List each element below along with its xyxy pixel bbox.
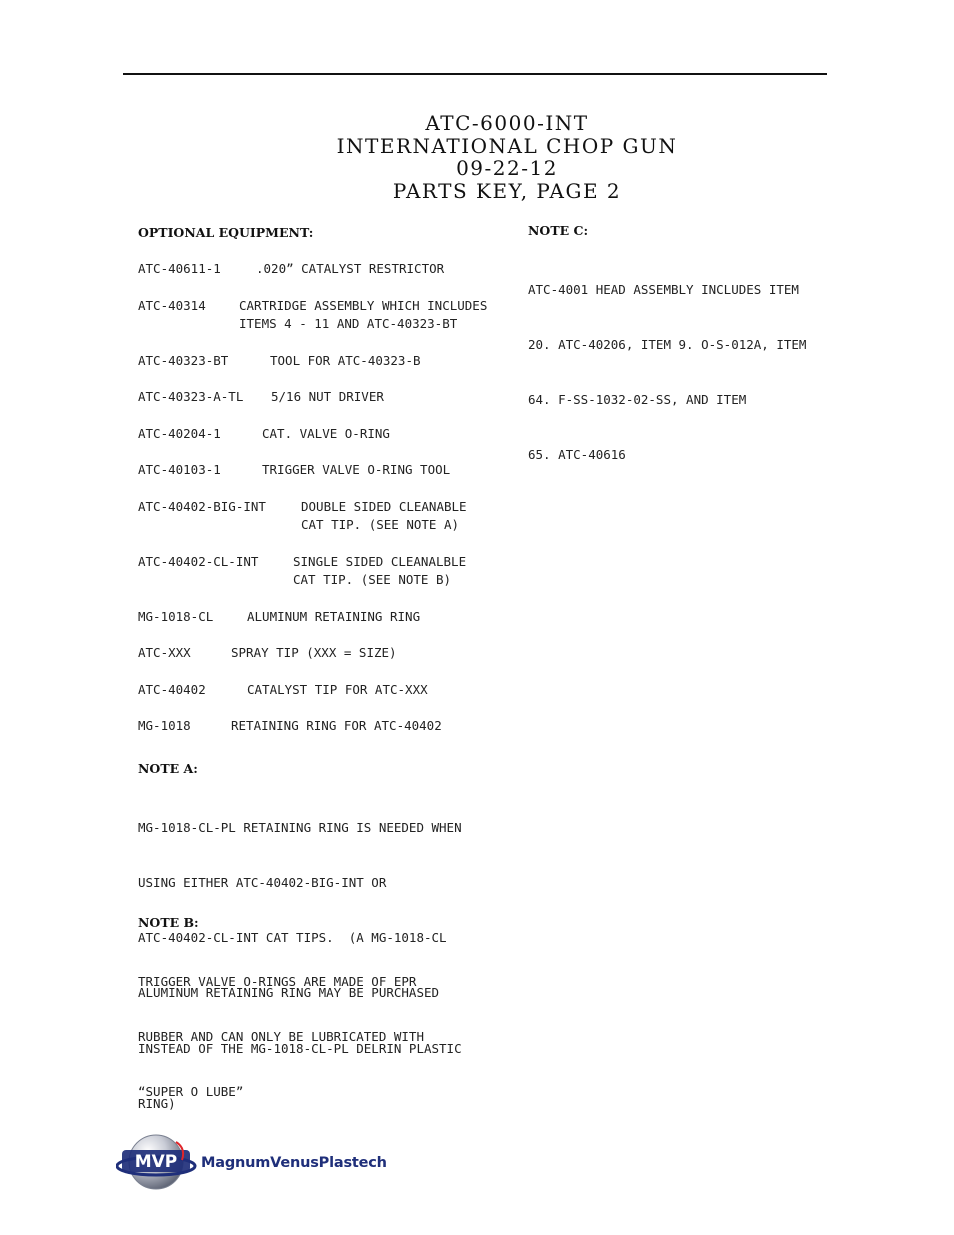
part-number: ATC-40611-1 — [138, 261, 221, 276]
logo-wordmark: MagnumVenusPlastech — [201, 1155, 387, 1171]
part-number: ATC-40323-A-TL — [138, 389, 244, 404]
header-rule — [123, 73, 827, 75]
note-line: TRIGGER VALVE O-RINGS ARE MADE OF EPR — [138, 973, 417, 989]
part-desc: ALUMINUM RETAINING RING — [247, 609, 421, 624]
part-desc: TOOL FOR ATC-40323-B — [270, 353, 421, 368]
part-desc: TRIGGER VALVE O-RING TOOL — [262, 462, 451, 477]
part-entry — [138, 681, 428, 699]
note-line: INSTEAD OF THE MG-1018-CL-PL DELRIN PLASTIC — [138, 1040, 462, 1056]
note-line: “SUPER O LUBE” — [138, 1084, 244, 1100]
part-number: ATC-XXX — [138, 645, 191, 660]
part-desc: .020” CATALYST RESTRICTOR — [256, 261, 445, 276]
title-model: ATC-6000-INT — [425, 111, 589, 135]
part-entry — [138, 644, 397, 662]
note-line: 64. F-SS-1032-02-SS, AND ITEM — [528, 392, 747, 408]
part-number: ATC-40103-1 — [138, 462, 221, 477]
note-line: ATC-40402-CL-INT CAT TIPS. (A MG-1018-CL — [138, 930, 447, 946]
note-line: ATC-4001 HEAD ASSEMBLY INCLUDES ITEM — [528, 281, 799, 297]
part-desc: CAT TIP. (SEE NOTE B) — [293, 572, 452, 588]
part-desc: CARTRIDGE ASSEMBLY WHICH INCLUDES — [239, 298, 488, 313]
right-column — [528, 222, 828, 502]
note-line: USING EITHER ATC-40402-BIG-INT OR — [138, 875, 387, 891]
part-desc: CAT TIP. (SEE NOTE A) — [301, 517, 460, 533]
part-number: ATC-40402-CL-INT — [138, 554, 259, 569]
note-a-heading: NOTE A: — [138, 761, 198, 776]
note-line: ALUMINUM RETAINING RING MAY BE PURCHASED — [138, 985, 440, 1001]
optional-equipment-heading: OPTIONAL EQUIPMENT: — [138, 225, 314, 240]
part-desc: CAT. VALVE O-RING — [262, 426, 390, 441]
part-entry — [138, 608, 421, 626]
title-product: INTERNATIONAL CHOP GUN — [336, 133, 678, 158]
note-c-body — [528, 244, 828, 502]
note-b — [138, 914, 424, 1138]
part-desc: RETAINING RING FOR ATC-40402 — [231, 718, 442, 733]
note-line: 20. ATC-40206, ITEM 9. O-S-012A, ITEM — [528, 337, 807, 353]
note-c-heading: NOTE C: — [528, 223, 589, 238]
mvp-globe-icon — [116, 1130, 200, 1194]
note-line: MG-1018-CL-PL RETAINING RING IS NEEDED WHEN — [138, 819, 462, 835]
part-entry — [138, 260, 445, 278]
part-entry — [138, 388, 384, 406]
part-number: ATC-40402-BIG-INT — [138, 499, 266, 514]
part-entry — [138, 425, 390, 443]
part-number: ATC-40402 — [138, 682, 206, 697]
note-line: 65. ATC-40616 — [528, 447, 626, 463]
note-b-heading: NOTE B: — [138, 915, 199, 930]
part-number: ATC-40314 — [138, 298, 206, 313]
part-desc: ITEMS 4 - 11 AND ATC-40323-BT — [239, 316, 458, 332]
document-title — [257, 112, 757, 202]
part-desc: 5/16 NUT DRIVER — [271, 389, 384, 404]
part-number: ATC-40323-BT — [138, 353, 229, 368]
part-entry — [138, 717, 442, 735]
part-entry — [138, 352, 421, 370]
note-line: RUBBER AND CAN ONLY BE LUBRICATED WITH — [138, 1029, 424, 1045]
part-entry — [138, 553, 467, 588]
part-entry — [138, 498, 467, 533]
company-logo — [116, 1130, 416, 1194]
part-number: MG-1018 — [138, 718, 191, 733]
part-number: MG-1018-CL — [138, 609, 214, 624]
part-desc: CATALYST TIP FOR ATC-XXX — [247, 682, 428, 697]
part-entry — [138, 297, 488, 332]
logo-badge-text: MVP — [134, 1152, 178, 1172]
note-line: RING) — [138, 1095, 176, 1111]
title-date: 09-22-12 — [456, 156, 558, 180]
part-desc: SPRAY TIP (XXX = SIZE) — [231, 645, 397, 660]
note-b-body — [138, 936, 424, 1138]
title-page: PARTS KEY, PAGE 2 — [392, 178, 622, 203]
part-desc: SINGLE SIDED CLEANALBLE — [293, 554, 467, 569]
part-number: ATC-40204-1 — [138, 426, 221, 441]
part-desc: DOUBLE SIDED CLEANABLE — [301, 499, 467, 514]
part-entry — [138, 461, 451, 479]
